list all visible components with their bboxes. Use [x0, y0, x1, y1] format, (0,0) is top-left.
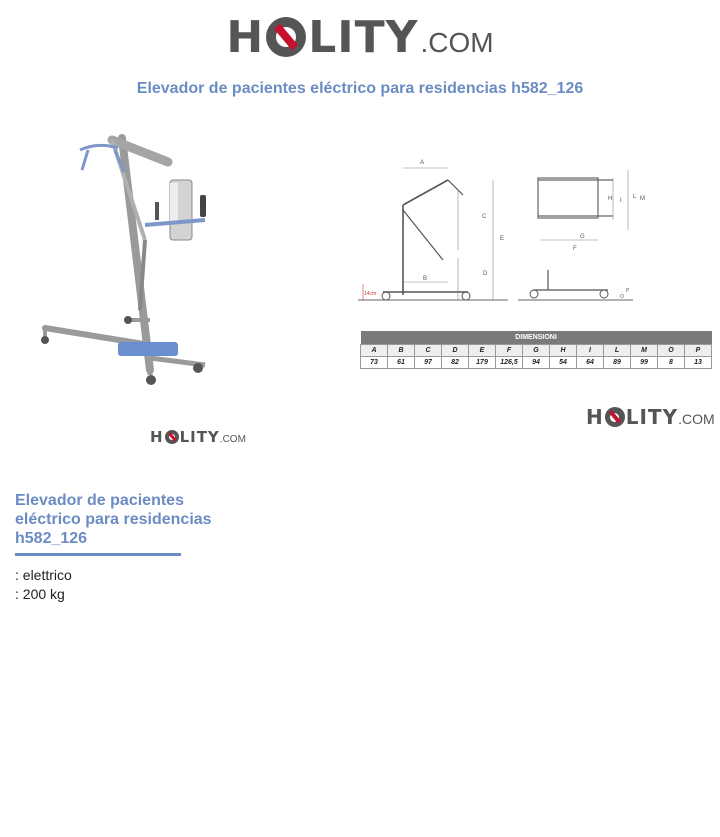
page-title: Elevador de pacientes eléctrico para residencias h582_126 [136, 80, 584, 97]
table-header-cell: E [469, 345, 496, 357]
logo-lity: LITY [179, 428, 220, 446]
product-image[interactable] [20, 120, 260, 460]
table-header-cell: D [442, 345, 469, 357]
diagram-label: G [580, 234, 585, 240]
dimensions-table [360, 331, 712, 369]
table-cell: 97 [415, 357, 442, 369]
diagram-label: I [620, 198, 622, 204]
table-row [361, 357, 712, 369]
table-header-row [361, 345, 712, 357]
diagram-label: H [608, 196, 613, 202]
table-header-cell: G [523, 345, 550, 357]
diagram-label: C [482, 214, 487, 220]
diagram-label: D [483, 271, 488, 277]
table-header-cell: F [496, 345, 523, 357]
table-header-cell: A [361, 345, 388, 357]
table-cell: 54 [550, 357, 577, 369]
table-cell: 8 [658, 357, 685, 369]
table-cell: 126,5 [496, 357, 523, 369]
product-title: Elevador de pacientes eléctrico para residencias h582_126 [15, 492, 212, 547]
watermark-logo [586, 404, 715, 429]
table-cell: 82 [442, 357, 469, 369]
dimension-drawing[interactable] [358, 150, 720, 440]
technical-drawing-icon [358, 150, 648, 310]
logo-lity: LITY [308, 12, 419, 63]
logo-mark-icon [165, 430, 179, 444]
table-cell: 61 [388, 357, 415, 369]
table-cell: 73 [361, 357, 388, 369]
logo-mark-icon [266, 17, 306, 57]
table-header-cell: H [550, 345, 577, 357]
logo-com: .COM [420, 27, 494, 58]
watermark-logo [150, 428, 246, 446]
diagram-label: O [620, 294, 624, 300]
diagram-label: P [626, 288, 630, 294]
table-cell: 89 [604, 357, 631, 369]
table-header-cell: I [577, 345, 604, 357]
logo-h: H [150, 428, 164, 446]
title-divider [15, 553, 181, 556]
diagram-label: A [420, 160, 425, 166]
spec-list [15, 566, 72, 604]
table-header-cell: P [685, 345, 712, 357]
table-cell: 99 [631, 357, 658, 369]
spec-item: : elettrico [15, 567, 72, 583]
table-cell: 179 [469, 357, 496, 369]
logo-lity: LITY [625, 405, 679, 429]
diagram-label: L [633, 194, 637, 200]
table-cell: 13 [685, 357, 712, 369]
logo-h: H [586, 405, 604, 429]
diagram-label: E [500, 236, 505, 242]
logo-com: .COM [219, 434, 246, 445]
diagram-label: M [640, 196, 645, 202]
table-header-cell: B [388, 345, 415, 357]
logo-com: .COM [678, 411, 715, 427]
table-cell: 94 [523, 357, 550, 369]
table-header-cell: M [631, 345, 658, 357]
logo-h: H [226, 12, 265, 63]
brand-logo[interactable] [0, 12, 720, 63]
table-header-cell: L [604, 345, 631, 357]
table-cell: 64 [577, 357, 604, 369]
table-header-cell: C [415, 345, 442, 357]
logo-mark-icon [605, 407, 625, 427]
diagram-label: F [573, 246, 577, 252]
spec-item: : 200 kg [15, 586, 65, 602]
patient-lift-icon [20, 120, 260, 400]
table-header-cell: O [658, 345, 685, 357]
table-caption: DIMENSIONI [361, 331, 712, 345]
diagram-label: B [423, 276, 428, 282]
diagram-label: 14cm [364, 291, 377, 297]
